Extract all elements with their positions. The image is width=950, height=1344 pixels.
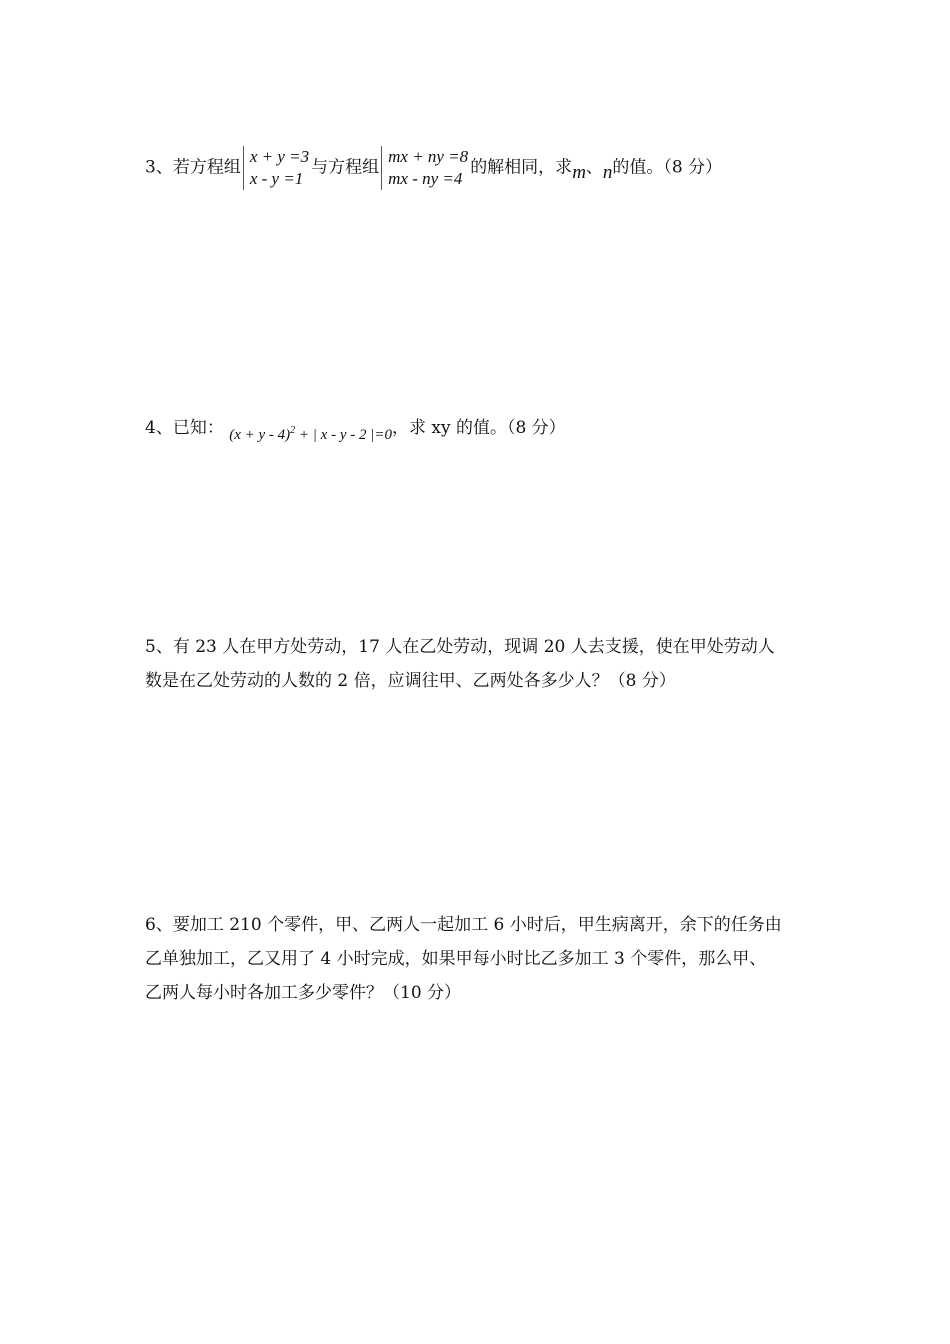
question-6-line-1: 6、要加工 210 个零件，甲、乙两人一起加工 6 小时后，甲生病离开，余下的任务由 bbox=[145, 915, 782, 935]
question-4-expression bbox=[229, 427, 392, 443]
question-3-text-1: 若方程组 bbox=[172, 157, 241, 178]
equation-system-2 bbox=[381, 146, 468, 190]
question-6-line-3: 乙两人每小时各加工多少零件？（10 分） bbox=[145, 983, 462, 1003]
system-2-eq-2: mx - ny =4 bbox=[388, 169, 463, 188]
system-1-eq-2: x - y =1 bbox=[249, 169, 304, 188]
question-6-line-2: 乙单独加工，乙又用了 4 小时完成，如果甲每小时比乙多加工 3 个零件，那么甲、 bbox=[145, 949, 767, 969]
question-3-text-4: 的值。（8 分） bbox=[612, 157, 723, 178]
question-3-text-3: 的解相同，求 bbox=[470, 157, 573, 178]
question-5-line-2: 数是在乙处劳动的人数的 2 倍，应调往甲、乙两处各多少人？（8 分） bbox=[145, 671, 676, 691]
expression-part-b: + | x - y - 2 |=0 bbox=[295, 427, 392, 443]
question-3-text-2: 与方程组 bbox=[311, 157, 380, 178]
question-6 bbox=[145, 908, 782, 1010]
question-4-text-1: 已知： bbox=[172, 418, 224, 438]
expression-part-a: (x + y - 4) bbox=[229, 427, 291, 443]
separator: 、 bbox=[585, 157, 603, 178]
variable-m: m bbox=[572, 161, 586, 183]
question-4-text-2: ，求 xy 的值。（8 分） bbox=[391, 418, 566, 438]
variable-n: n bbox=[602, 161, 613, 183]
question-3 bbox=[145, 146, 722, 190]
question-4 bbox=[145, 408, 566, 446]
system-1-eq-1: x + y =3 bbox=[249, 147, 310, 166]
exponent: 2 bbox=[290, 425, 296, 436]
question-5-line-1: 5、有 23 人在甲方处劳动，17 人在乙处劳动，现调 20 人去支援，使在甲处劳动人 bbox=[145, 637, 775, 657]
question-5 bbox=[145, 630, 775, 698]
system-2-eq-1: mx + ny =8 bbox=[388, 147, 469, 166]
question-4-number: 4、 bbox=[145, 418, 173, 438]
equation-system-1 bbox=[243, 146, 309, 190]
question-3-number: 3、 bbox=[145, 157, 173, 178]
